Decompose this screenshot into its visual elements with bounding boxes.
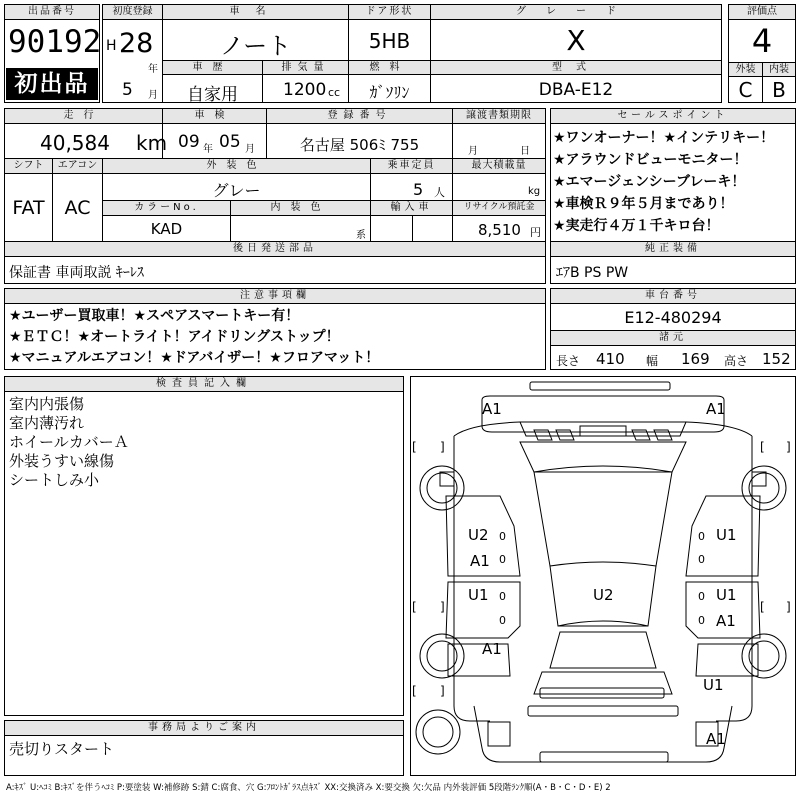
plate-number: 名古屋 506ﾐ 755: [299, 136, 420, 154]
damage-mark: U1: [716, 586, 737, 604]
inspection-month-unit: 月: [245, 144, 255, 155]
lot-number: 90192: [8, 24, 102, 60]
color-no-label: カラーNo.: [103, 201, 230, 215]
damage-mark: A1: [482, 400, 502, 418]
inspection-year: 09: [178, 132, 200, 152]
inspector-line: 室内内張傷: [9, 395, 85, 413]
notes-label: 注意事項欄: [5, 289, 545, 303]
first-listing-badge: 初出品: [6, 68, 98, 100]
inspection-year-unit: 年: [203, 144, 213, 155]
notes-line: ★ユーザー買取車！★スペアスマートキー有！: [9, 308, 300, 324]
equipment: ｴｱB PS PW: [556, 265, 629, 281]
later-parts-label: 後日発送部品: [5, 242, 545, 256]
history-label: 車歴: [163, 61, 262, 74]
exterior-label: 外装: [729, 63, 762, 76]
zero-marker: 0: [698, 614, 705, 627]
bracket-marker: ]: [786, 600, 791, 614]
height-label: 高さ: [724, 354, 749, 368]
transfer-month-unit: 月: [468, 146, 478, 157]
length: 410: [596, 350, 625, 368]
interior-grade: B: [772, 78, 786, 102]
grade-label: グレード: [431, 5, 721, 19]
import-label: 輸入車: [371, 201, 452, 215]
chassis-number: E12-480294: [624, 308, 722, 327]
damage-mark: A1: [706, 730, 726, 748]
zero-marker: 0: [499, 590, 506, 603]
ac-label: エアコン: [53, 159, 102, 173]
int-color-unit: 系: [356, 230, 366, 241]
recycle-label: リサイクル預託金: [453, 201, 545, 215]
door-type: 5HB: [368, 29, 411, 53]
ext-color: グレー: [212, 181, 261, 200]
exterior-grade: C: [738, 78, 753, 102]
inspector-line: 外装うすい線傷: [9, 452, 115, 470]
capacity: 5: [413, 180, 424, 199]
damage-mark: A1: [716, 612, 736, 630]
damage-mark: U1: [716, 526, 737, 544]
sales-line: ★実走行４万１千キロ台！: [553, 218, 720, 234]
inspector-line: 室内薄汚れ: [9, 414, 85, 432]
max-load-unit: kg: [528, 186, 541, 197]
bracket-marker: ]: [440, 600, 445, 614]
interior-label: 内装: [763, 63, 795, 76]
zero-marker: 0: [499, 530, 506, 543]
sales-line: ★車検Ｒ９年５月まであり！: [553, 196, 734, 212]
bracket-marker: [: [412, 600, 417, 614]
notes-line: ★マニュアルエアコン！★ドアバイザー！★フロアマット！: [9, 350, 380, 366]
later-parts: 保証書 車両取説 ｷｰﾚｽ: [9, 265, 144, 281]
bracket-marker: [: [760, 440, 765, 454]
office-text: 売切りスタート: [9, 740, 115, 758]
damage-mark: U1: [468, 586, 489, 604]
model-label: 型式: [431, 61, 721, 74]
zero-marker: 0: [698, 590, 705, 603]
month-unit: 月: [148, 90, 158, 101]
recycle-unit: 円: [530, 226, 541, 239]
damage-mark: U2: [593, 586, 614, 604]
transfer-day-unit: 日: [520, 146, 530, 157]
lot-label: 出品番号: [5, 5, 99, 19]
displacement-label: 排気量: [263, 61, 348, 74]
history: 自家用: [187, 85, 238, 105]
office-label: 事務局よりご案内: [5, 721, 403, 735]
spec-label: 諸元: [551, 331, 795, 345]
capacity-label: 乗車定員: [371, 159, 452, 173]
bracket-marker: [: [760, 600, 765, 614]
bracket-marker: [: [412, 684, 417, 698]
year-unit: 年: [148, 64, 158, 75]
grade: X: [566, 24, 586, 57]
damage-mark: U2: [468, 526, 489, 544]
bracket-marker: ]: [786, 440, 791, 454]
sales-label: セールスポイント: [551, 109, 795, 123]
inspector-notes: [9, 395, 129, 490]
max-load-label: 最大積載量: [453, 159, 545, 173]
notes-line: ★ＥＴＣ！★オートライト！アイドリングストップ！: [9, 329, 340, 345]
damage-mark: A1: [706, 400, 726, 418]
height: 152: [762, 350, 791, 368]
first-reg-month: 5: [122, 80, 133, 100]
shift: FAT: [12, 197, 45, 219]
bracket-marker: ]: [440, 440, 445, 454]
color-no: KAD: [150, 220, 183, 238]
score: 4: [751, 22, 773, 60]
bracket-marker: ]: [440, 684, 445, 698]
damage-mark: U1: [703, 676, 724, 694]
transfer-label: 譲渡書類期限: [453, 109, 545, 123]
fuel-label: 燃料: [349, 61, 430, 74]
fuel: ｶﾞｿﾘﾝ: [369, 83, 410, 102]
zero-marker: 0: [698, 553, 705, 566]
recycle-amount: 8,510: [478, 221, 521, 239]
model: DBA-E12: [538, 80, 614, 100]
mileage-unit: km: [136, 131, 168, 155]
width: 169: [681, 350, 710, 368]
plate-label: 登録番号: [267, 109, 452, 123]
car-name-label: 車名: [163, 5, 348, 19]
inspector-line: シートしみ小: [9, 471, 100, 489]
door-label: ドア形状: [349, 5, 430, 19]
sales-line: ★エマージェンシーブレーキ！: [553, 174, 746, 190]
damage-mark: A1: [482, 640, 502, 658]
inspector-line: ホイールカバーＡ: [9, 433, 129, 451]
zero-marker: 0: [499, 553, 506, 566]
notes-lines: [9, 306, 379, 369]
sales-line: ★アラウンドビューモニター！: [553, 152, 748, 168]
displacement: 1200: [283, 80, 327, 100]
first-reg-label: 初度登録: [103, 5, 162, 19]
zero-marker: 0: [698, 530, 705, 543]
car-name: ノート: [219, 32, 292, 60]
int-color-label: 内装色: [231, 201, 370, 215]
ac: AC: [64, 197, 91, 219]
score-label: 評価点: [729, 5, 795, 19]
sales-points: [553, 127, 774, 237]
mileage: 40,584: [40, 131, 110, 155]
sales-line: ★ワンオーナー！★インテリキー！: [553, 130, 775, 146]
chassis-label: 車台番号: [551, 289, 795, 303]
mileage-label: 走行: [5, 109, 162, 123]
inspection-label: 車検: [163, 109, 266, 123]
shift-label: シフト: [5, 159, 52, 173]
length-label: 長さ: [556, 354, 581, 368]
inspector-label: 検査員記入欄: [5, 377, 403, 391]
era: H: [106, 38, 117, 54]
width-label: 幅: [646, 354, 659, 368]
first-reg-year: 28: [119, 28, 154, 59]
damage-mark: A1: [470, 552, 490, 570]
car-diagram: [410, 376, 796, 776]
equipment-label: 純正装備: [551, 242, 795, 256]
inspection-month: 05: [219, 132, 241, 152]
ext-color-label: 外装色: [103, 159, 370, 173]
displacement-unit: cc: [328, 86, 341, 99]
zero-marker: 0: [499, 614, 506, 627]
bracket-marker: [: [412, 440, 417, 454]
legend: A:ｷｽﾞ U:ﾍｺﾐ B:ｷｽﾞを伴うﾍｺﾐ P:要塗装 W:補修跡 S:錆 C:腐食、穴 G:ﾌﾛﾝﾄｶﾞﾗｽ点ｷｽﾞ XX:交換済み X:要交換 欠:欠品 内外装評価 5段階ﾗﾝｸ順(A・B・C・D・E) 2: [6, 783, 611, 793]
capacity-unit: 人: [434, 186, 445, 199]
